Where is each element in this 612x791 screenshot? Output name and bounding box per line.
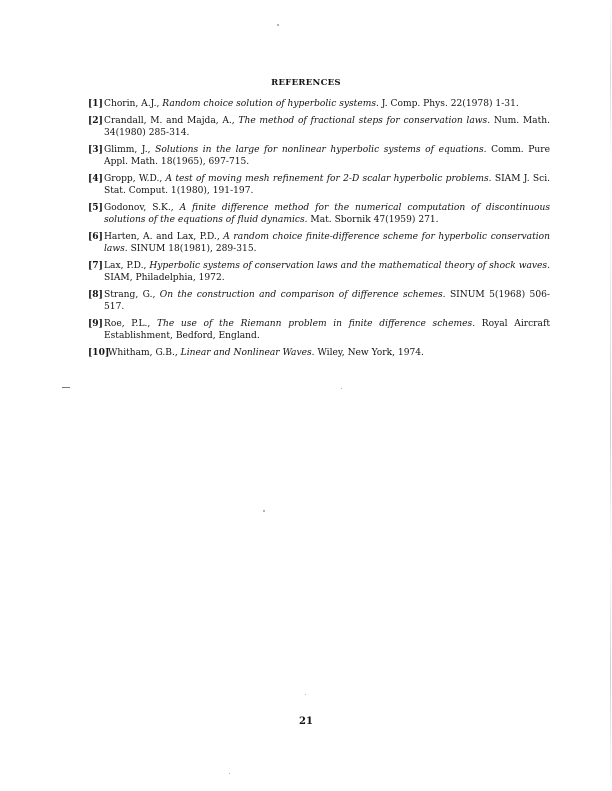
reference-title: A finite difference method for the numerical computation of discontinuous solutions of the equations of fluid dynamics. [104, 203, 550, 225]
reference-authors: Strang, G., [104, 290, 156, 300]
reference-item [88, 289, 550, 313]
reference-item [88, 144, 550, 168]
reference-title: Random choice solution of hyperbolic systems. [162, 99, 379, 109]
reference-number: [10] [88, 347, 110, 358]
reference-number: [2] [88, 115, 103, 126]
reference-number: [7] [88, 260, 103, 271]
reference-source: Comm. Pure Appl. Math. 18(1965), 697-715. [104, 145, 550, 167]
reference-item [88, 202, 550, 226]
reference-item [88, 347, 550, 359]
reference-title: The method of fractional steps for conservation laws. [238, 116, 491, 126]
reference-authors: Lax, P.D., [104, 261, 147, 271]
reference-authors: Whitham, G.B., [108, 348, 178, 358]
reference-title: On the construction and comparison of difference schemes. [159, 290, 446, 300]
reference-number: [3] [88, 144, 103, 155]
reference-source: Royal Aircraft Establishment, Bedford, England. [104, 319, 550, 341]
reference-number: [9] [88, 318, 103, 329]
scan-speck [305, 694, 306, 695]
reference-item [88, 231, 550, 255]
page-number: 21 [299, 716, 313, 727]
reference-authors: Gropp, W.D., [104, 174, 163, 184]
scan-speck [229, 773, 230, 774]
reference-source: SIAM, Philadelphia, 1972. [104, 273, 225, 283]
scan-speck [341, 388, 342, 389]
reference-source: J. Comp. Phys. 22(1978) 1-31. [381, 99, 519, 109]
reference-authors: Chorin, A.J., [104, 99, 160, 109]
reference-number: [1] [88, 98, 103, 109]
reference-authors: Godonov, S.K., [104, 203, 174, 213]
reference-item [88, 318, 550, 342]
reference-source: Mat. Sbornik 47(1959) 271. [310, 215, 439, 225]
reference-title: A test of moving mesh refinement for 2-D scalar hyperbolic problems. [165, 174, 492, 184]
scan-speck [263, 510, 265, 512]
reference-title: Hyperbolic systems of conservation laws and the mathematical theory of shock waves. [149, 261, 550, 271]
reference-number: [8] [88, 289, 103, 300]
reference-source: SINUM 18(1981), 289-315. [130, 244, 257, 254]
reference-title: The use of the Riemann problem in finite difference schemes. [156, 319, 476, 329]
reference-source: SINUM 5(1968) 506-517. [104, 290, 550, 312]
scan-edge-line [610, 0, 611, 791]
reference-list [88, 98, 550, 364]
reference-source: Wiley, New York, 1974. [317, 348, 424, 358]
reference-number: [4] [88, 173, 103, 184]
reference-authors: Crandall, M. and Majda, A., [104, 116, 235, 126]
reference-title: A random choice finite-difference scheme for hyperbolic conservation laws. [104, 232, 550, 254]
reference-number: [6] [88, 231, 103, 242]
reference-authors: Harten, A. and Lax, P.D., [104, 232, 220, 242]
reference-source: Num. Math. 34(1980) 285-314. [104, 116, 550, 138]
references-heading: REFERENCES [271, 78, 341, 88]
reference-title: Linear and Nonlinear Waves. [180, 348, 315, 358]
reference-item [88, 260, 550, 284]
reference-title: Solutions in the large for nonlinear hyperbolic systems of equations. [155, 145, 487, 155]
reference-authors: Glimm, J., [104, 145, 151, 155]
reference-source: SIAM J. Sci. Stat. Comput. 1(1980), 191-197. [104, 174, 550, 196]
scan-speck [277, 24, 279, 26]
reference-number: [5] [88, 202, 103, 213]
scan-mark [62, 387, 70, 388]
reference-item [88, 173, 550, 197]
reference-item [88, 98, 550, 110]
reference-authors: Roe, P.L., [104, 319, 151, 329]
reference-item [88, 115, 550, 139]
